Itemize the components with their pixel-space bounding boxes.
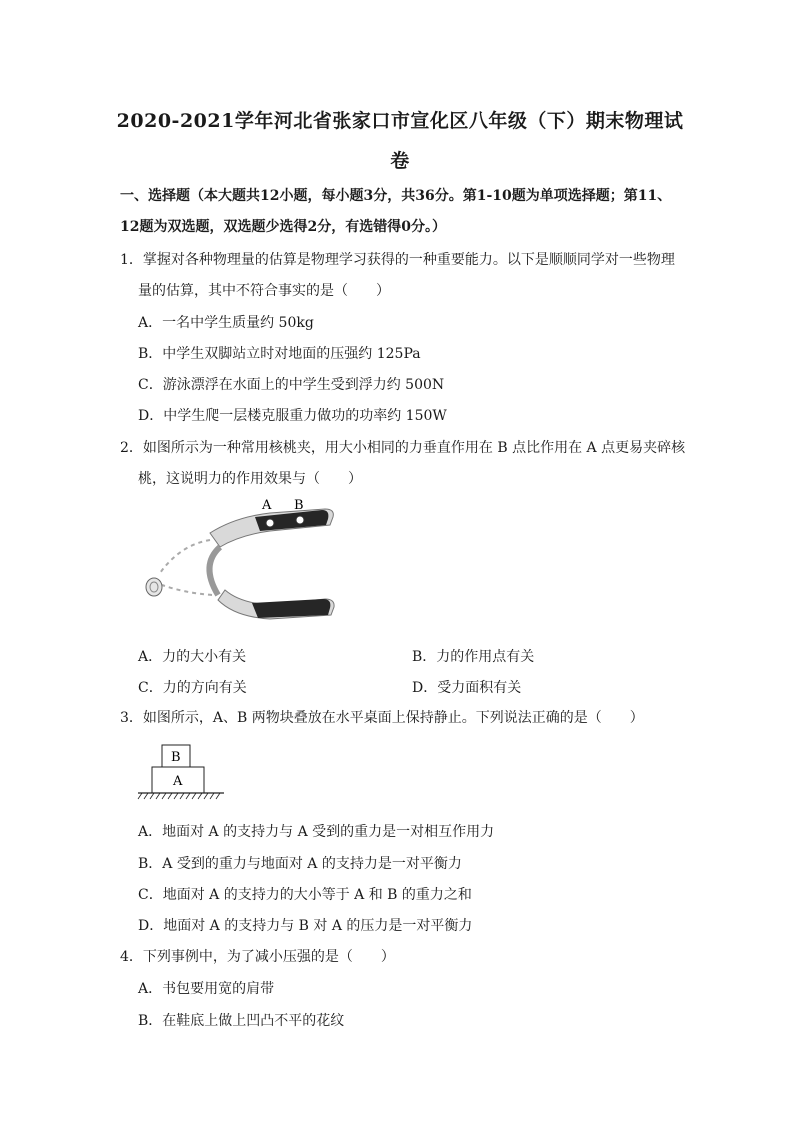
exam-title-line1: 2020-2021学年河北省张家口市宣化区八年级（下）期末物理试 [116, 110, 684, 132]
question-1-stem: 1．掌握对各种物理量的估算是物理学习获得的一种重要能力。以下是顺顺同学对一些物理 [120, 252, 675, 268]
question-3-option-d: D．地面对 A 的支持力与 B 对 A 的压力是一对平衡力 [138, 918, 473, 934]
question-4-stem: 4．下列事例中，为了减小压强的是（ ） [120, 949, 395, 965]
question-3-option-c: C．地面对 A 的支持力的大小等于 A 和 B 的重力之和 [138, 887, 472, 903]
figure-label-b: B [294, 498, 304, 513]
question-2-option-c: C．力的方向有关 [138, 680, 247, 696]
question-1-option-d: D．中学生爬一层楼克服重力做功的功率约 150W [138, 408, 447, 424]
question-2-option-d: D．受力面积有关 [412, 680, 522, 696]
point-a-marker [266, 519, 274, 527]
question-2-option-a: A．力的大小有关 [138, 649, 247, 665]
stacked-blocks-figure [136, 741, 226, 803]
question-2-stem: 2．如图所示为一种常用核桃夹，用大小相同的力垂直作用在 B 点比作用在 A 点更易夹碎核 [120, 440, 686, 456]
question-1-option-b: B．中学生双脚站立时对地面的压强约 125Pa [138, 346, 421, 362]
question-3-stem: 3．如图所示，A、B 两物块叠放在水平桌面上保持静止。下列说法正确的是（ ） [120, 710, 644, 726]
point-b-marker [296, 516, 304, 524]
question-3-option-a: A．地面对 A 的支持力与 A 受到的重力是一对相互作用力 [138, 824, 495, 840]
question-4-option-a: A．书包要用宽的肩带 [138, 981, 275, 997]
block-a-label: A [173, 774, 183, 789]
exam-title-line2: 卷 [390, 150, 410, 172]
block-b-label: B [171, 750, 181, 765]
figure-label-a: A [262, 498, 272, 513]
question-1-stem-cont: 量的估算，其中不符合事实的是（ ） [138, 283, 390, 299]
question-1-option-c: C．游泳漂浮在水面上的中学生受到浮力约 500N [138, 377, 445, 393]
question-2-option-b: B．力的作用点有关 [412, 649, 535, 665]
nutcracker-figure [140, 495, 345, 630]
ground-hatching [138, 793, 220, 799]
question-4-option-b: B．在鞋底上做上凹凸不平的花纹 [138, 1013, 345, 1029]
question-1-option-a: A．一名中学生质量约 50kg [138, 315, 314, 331]
question-3-option-b: B．A 受到的重力与地面对 A 的支持力是一对平衡力 [138, 856, 462, 872]
question-2-stem-cont: 桃，这说明力的作用效果与（ ） [138, 471, 362, 487]
section-heading: 一、选择题（本大题共12小题，每小题3分，共36分。第1-10题为单项选择题；第11、12题为双选题，双选题少选得2分，有选错得0分。） [120, 188, 672, 235]
